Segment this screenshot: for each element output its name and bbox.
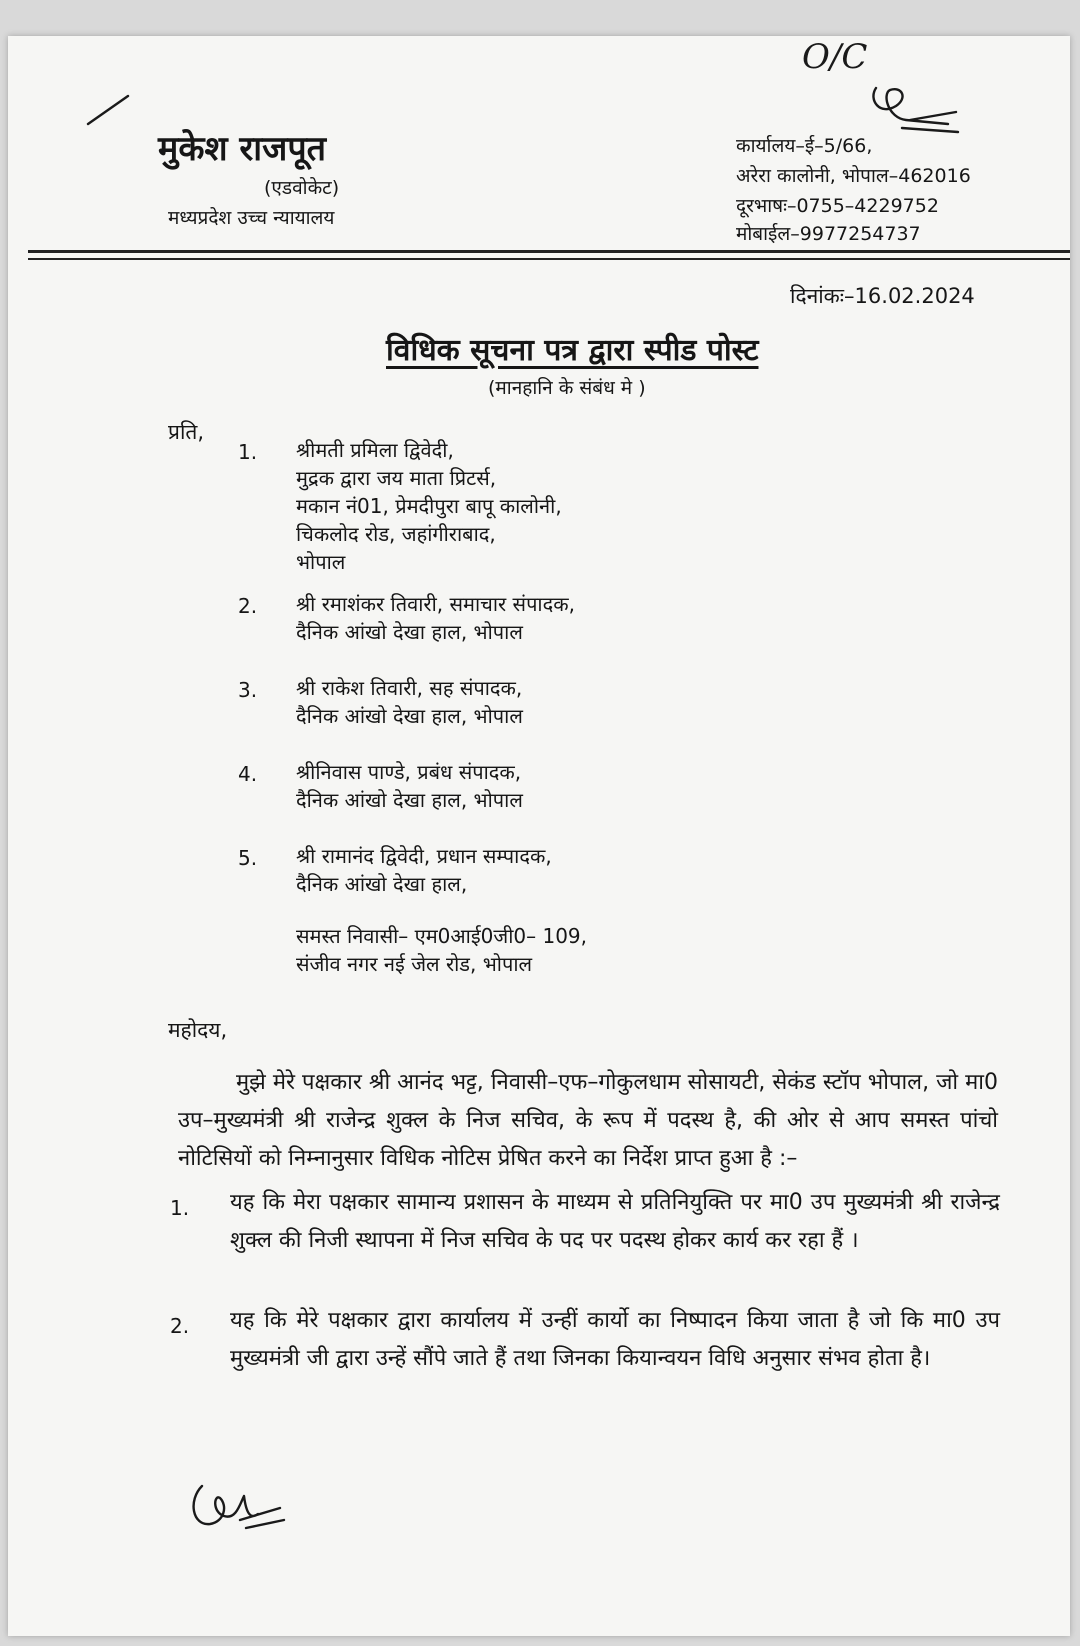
recipient-number: 3.	[238, 678, 258, 702]
recipient-number: 4.	[238, 762, 258, 786]
address-line: श्री रमाशंकर तिवारी, समाचार संपादक,	[296, 592, 575, 616]
notice-page	[8, 36, 1070, 1636]
address-line: श्री रामानंद द्विवेदी, प्रधान सम्पादक,	[296, 844, 552, 868]
sender-name: मुकेश राजपूत	[158, 129, 327, 169]
to-label: प्रति,	[168, 420, 205, 444]
office-address-line-1: कार्यालय–ई–5/66,	[736, 135, 873, 157]
handwritten-oc-mark	[798, 28, 978, 148]
recipient-number: 5.	[238, 846, 258, 870]
recipient-address	[296, 758, 523, 814]
point-number: 1.	[170, 1196, 190, 1220]
recipient-address	[296, 436, 562, 576]
office-mobile: मोबाईल–9977254737	[736, 223, 921, 245]
handwritten-oc-text: O/C	[802, 37, 868, 77]
address-line: श्री राकेश तिवारी, सह संपादक,	[296, 676, 523, 700]
address-line: चिकलोद रोड, जहांगीराबाद,	[296, 522, 496, 546]
point-number: 2.	[170, 1314, 190, 1338]
letterhead-rule-bottom	[28, 258, 1070, 260]
address-line: भोपाल	[296, 550, 346, 574]
handwritten-signature	[184, 1456, 294, 1536]
point-text: यह कि मेरा पक्षकार सामान्य प्रशासन के माध्यम से प्रतिनियुक्ति पर मा0 उप मुख्यमंत्री श्री राजेन्द्र शुक्ल की निजी स्थापना में निज सचिव के पद पर पदस्थ होकर कार्य कर रहा हैं ।	[230, 1190, 1000, 1253]
sender-designation: (एडवोकेट)	[264, 177, 340, 199]
sender-court: मध्यप्रदेश उच्च न्यायालय	[168, 207, 335, 229]
notice-subtitle: (मानहानि के संबंध मे )	[488, 377, 646, 399]
letterhead-rule-top	[28, 250, 1070, 253]
address-line: दैनिक आंखो देखा हाल, भोपाल	[296, 788, 523, 812]
address-line: मकान नं01, प्रेमदीपुरा बापू कालोनी,	[296, 494, 562, 518]
notice-title: विधिक सूचना पत्र द्वारा स्पीड पोस्ट	[386, 333, 759, 368]
office-phone: दूरभाषः–0755–4229752	[736, 195, 939, 217]
salutation: महोदय,	[168, 1018, 228, 1042]
recipient-number: 1.	[238, 440, 258, 464]
office-address-line-2: अरेरा कालोनी, भोपाल–462016	[736, 165, 971, 187]
address-line: संजीव नगर नई जेल रोड, भोपाल	[296, 952, 533, 976]
address-line: श्रीमती प्रमिला द्विवेदी,	[296, 438, 454, 462]
address-line: मुद्रक द्वारा जय माता प्रिटर्स,	[296, 466, 497, 490]
point-text: यह कि मेरे पक्षकार द्वारा कार्यालय में उन्हीं कार्यो का निष्पादन किया जाता है जो कि मा0 उप मुख्यमंत्री जी द्वारा उन्हें सौंपे जाते हैं तथा जिनका कियान्वयन विधि अनुसार संभव होता है।	[230, 1308, 1000, 1371]
address-line: दैनिक आंखो देखा हाल,	[296, 872, 468, 896]
intro-paragraph: मुझे मेरे पक्षकार श्री आनंद भट्ट, निवासी–एफ–गोकुलधाम सोसायटी, सेकंड स्टॉप भोपाल, जो मा0 उप–मुख्यमंत्री श्री राजेन्द्र शुक्ल के निज सचिव, के रूप में पदस्थ है, की ओर से आप समस्त पांचो नोटिसियों को निम्नानुसार विधिक नोटिस प्रेषित करने का निर्देश प्राप्त हुआ है :–	[178, 1070, 998, 1171]
recipient-address	[296, 674, 523, 730]
address-line: श्रीनिवास पाण्डे, प्रबंध संपादक,	[296, 760, 522, 784]
handwritten-slash-mark	[84, 90, 134, 130]
notice-date: दिनांकः–16.02.2024	[790, 284, 975, 308]
address-line: समस्त निवासी– एम0आई0जी0– 109,	[296, 924, 588, 948]
address-line: दैनिक आंखो देखा हाल, भोपाल	[296, 704, 523, 728]
common-address	[296, 922, 587, 978]
recipient-address	[296, 590, 575, 646]
recipient-address	[296, 842, 552, 898]
address-line: दैनिक आंखो देखा हाल, भोपाल	[296, 620, 523, 644]
recipient-number: 2.	[238, 594, 258, 618]
